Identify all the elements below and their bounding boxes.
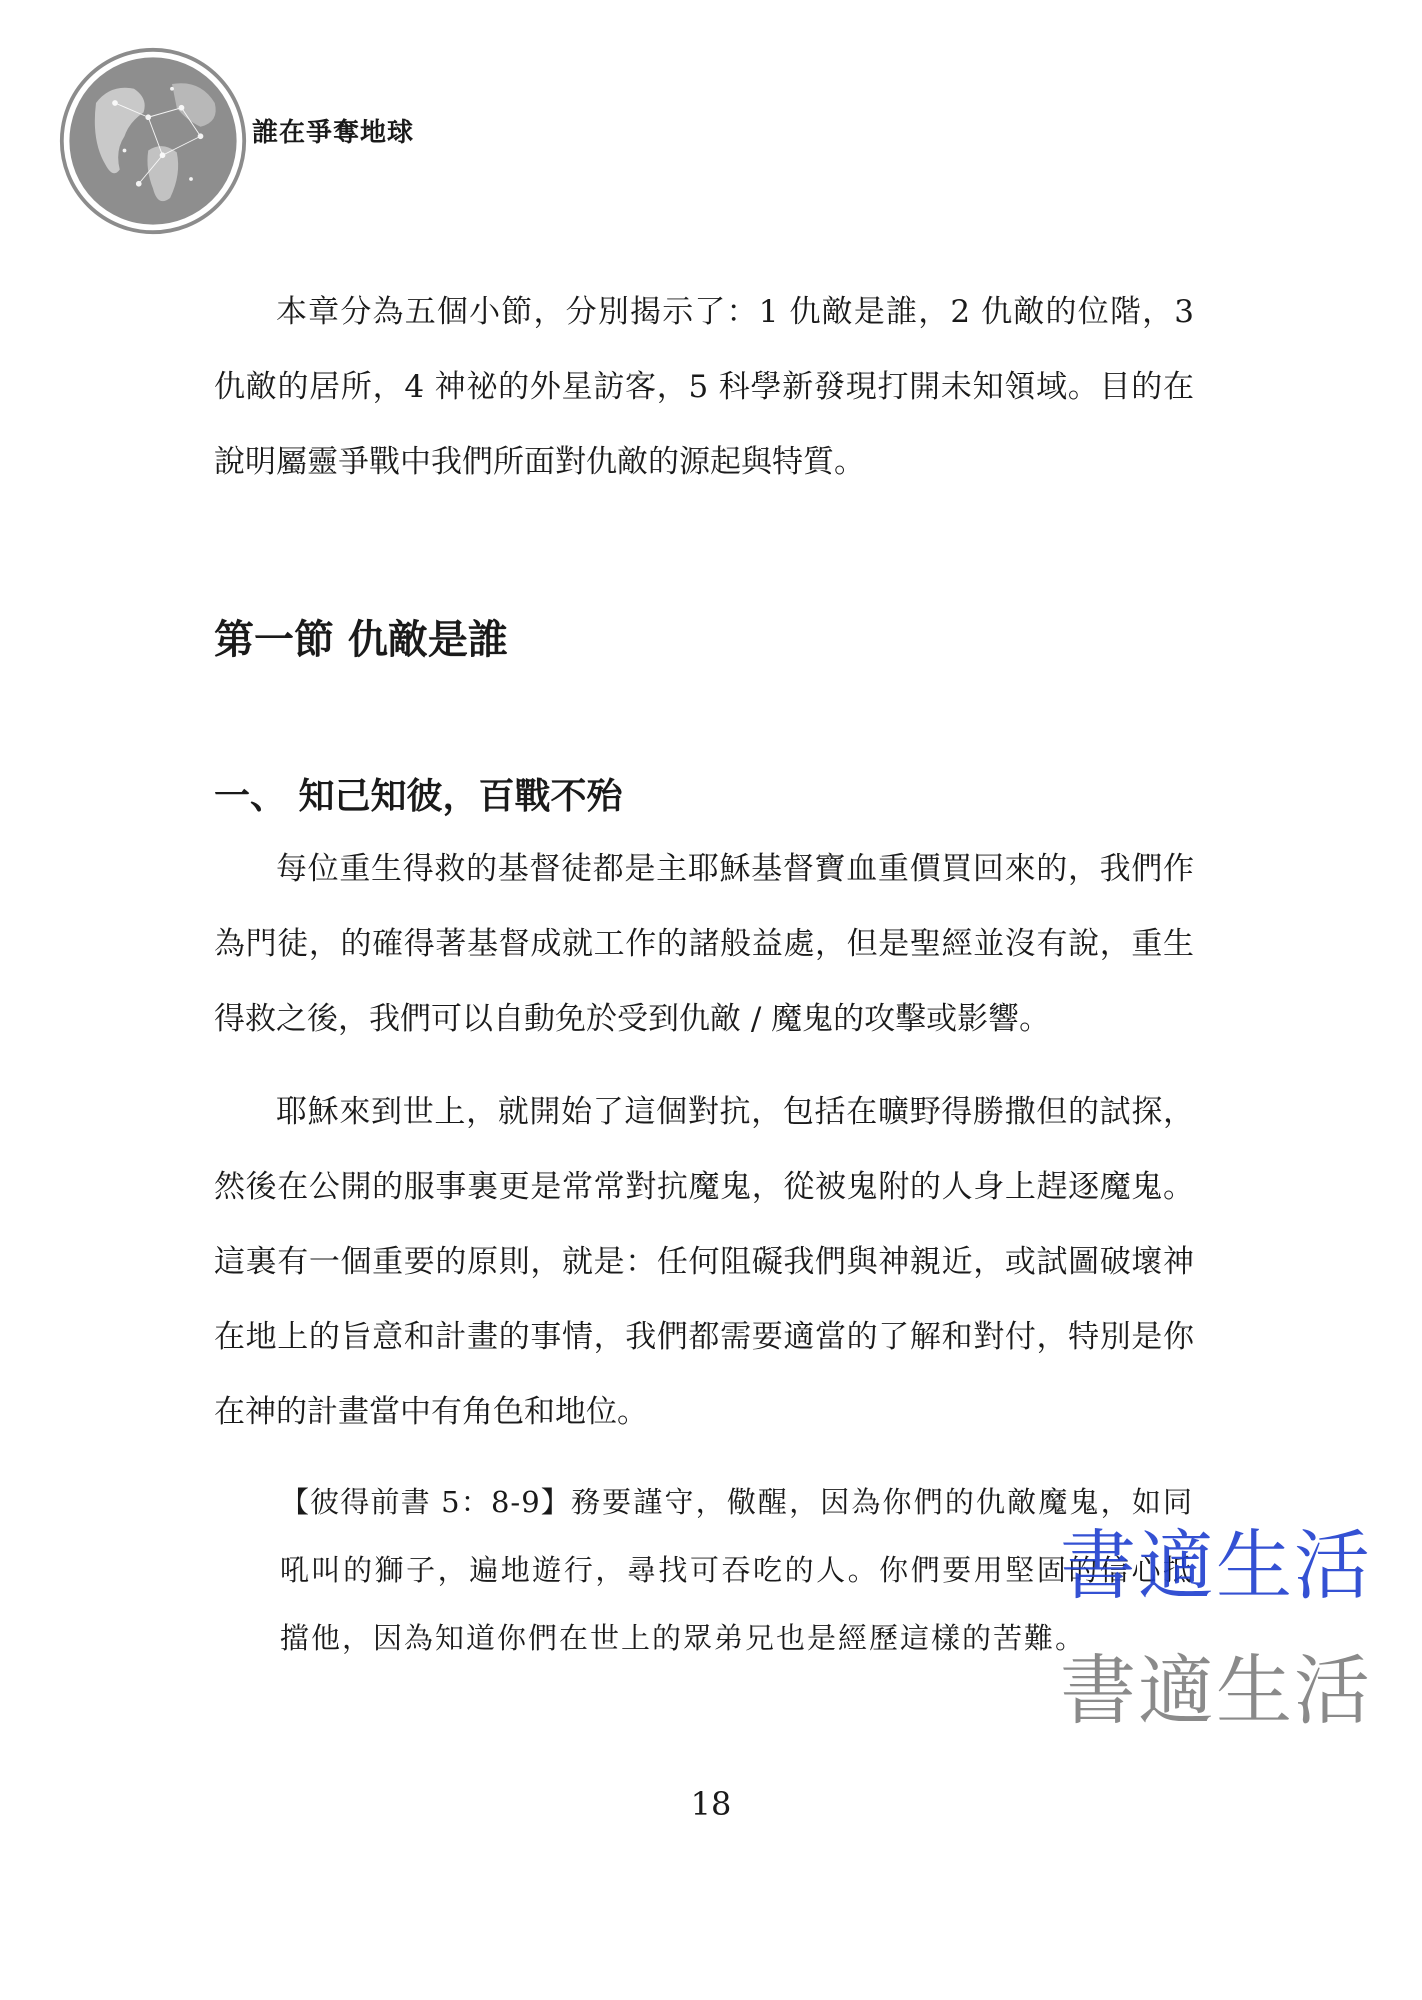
body-paragraph-2: 耶穌來到世上，就開始了這個對抗，包括在曠野得勝撒但的試探，然後在公開的服事裏更是常常對抗魔鬼，從被鬼附的人身上趕逐魔鬼。這裏有一個重要的原則，就是：任何阻礙我們與神親近，或試圖破壞神在地上的旨意和計畫的事情，我們都需要適當的了解和對付，特別是你在神的計畫當中有角色和地位。 (214, 1094, 1194, 1430)
running-title: 誰在爭奪地球 (252, 118, 415, 148)
page-number: 18 (690, 1785, 732, 1823)
subsection-title: 一、 知己知彼，百戰不殆 (214, 775, 623, 817)
scripture-text: 務要謹守，儆醒，因為你們的仇敵魔鬼，如同吼叫的獅子，遍地遊行，尋找可吞吃的人。你們要用堅固的信心抵擋他，因為知道你們在世上的眾弟兄也是經歷這樣的苦難。 (280, 1485, 1194, 1655)
watermark-gray: 書適生活 (1060, 1646, 1372, 1735)
body-paragraph-1: 每位重生得救的基督徒都是主耶穌基督寶血重價買回來的，我們作為門徒，的確得著基督成就工作的諸般益處，但是聖經並沒有說，重生得救之後，我們可以自動免於受到仇敵 / 魔鬼的攻擊或影響。 (214, 851, 1194, 1037)
page-body (214, 275, 1194, 1672)
watermark-blue: 書適生活 (1060, 1521, 1372, 1610)
intro-paragraph: 本章分為五個小節，分別揭示了：1 仇敵是誰，2 仇敵的位階，3 仇敵的居所，4 神祕的外星訪客，5 科學新發現打開未知領域。目的在說明屬靈爭戰中我們所面對仇敵的源起與特質。 (214, 294, 1194, 480)
scripture-reference: 【彼得前書 5：8-9】 (280, 1485, 571, 1519)
scripture-quote (280, 1468, 1194, 1672)
globe-constellation-icon (58, 46, 248, 236)
section-title: 第一節 仇敵是誰 (214, 616, 508, 663)
